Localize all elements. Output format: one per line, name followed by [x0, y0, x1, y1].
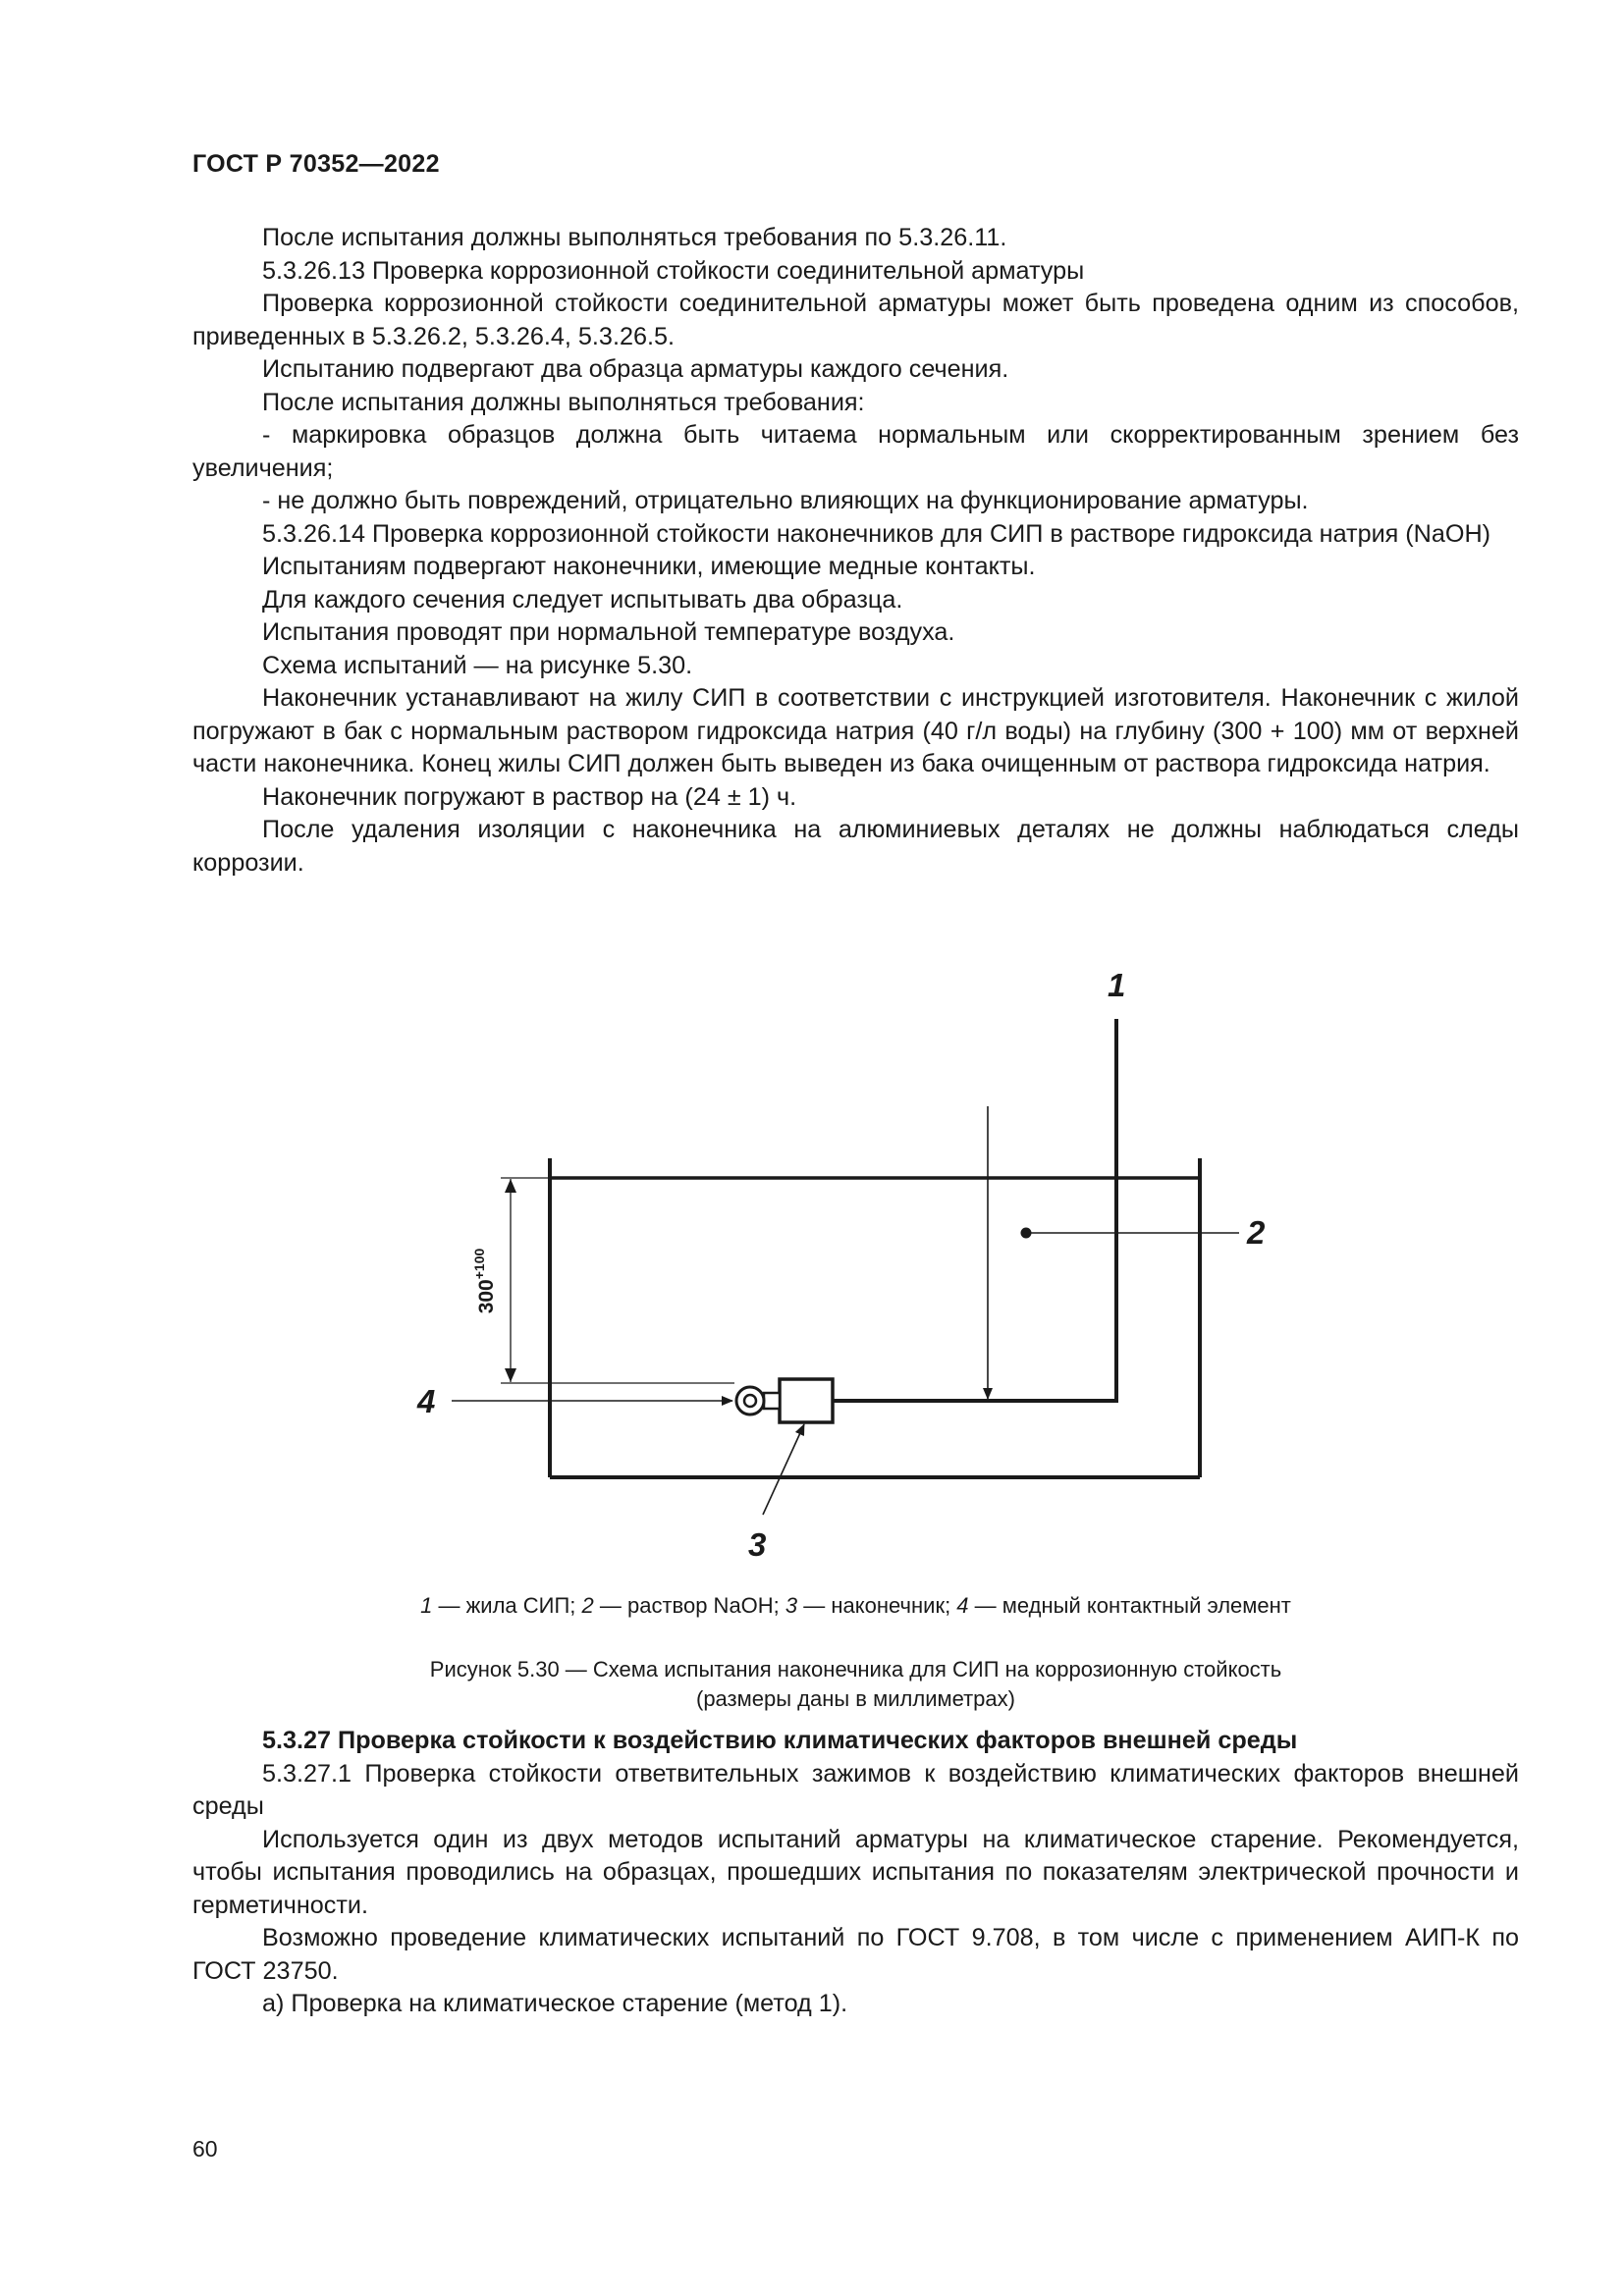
legend-text: — наконечник; — [797, 1593, 957, 1618]
paragraph: После испытания должны выполняться требования по 5.3.26.11. — [262, 224, 1007, 251]
sip-conductor — [833, 1019, 1116, 1401]
paragraph: 5.3.26.13 Проверка коррозионной стойкости соединительной арматуры — [262, 256, 1085, 285]
legend-num: 4 — [956, 1593, 969, 1618]
legend-text: — жила СИП; — [432, 1593, 582, 1618]
leader-line-3 — [763, 1424, 804, 1515]
label-1: 1 — [1108, 967, 1126, 1003]
lug-body — [780, 1379, 833, 1422]
paragraph: После испытания должны выполняться требования: — [262, 388, 865, 416]
page-number: 60 — [192, 2136, 218, 2162]
legend-text: — медный контактный элемент — [968, 1593, 1291, 1618]
paragraph: Испытаниям подвергают наконечники, имеющие медные контакты. — [262, 553, 1036, 580]
legend-num: 1 — [420, 1593, 433, 1618]
section-heading: 5.3.27 Проверка стойкости к воздействию климатических факторов внешней среды — [262, 1727, 1298, 1754]
paragraph: Проверка коррозионной стойкости соединительной арматуры может быть проведена одним из способов, приведенных в 5.3.26.2, 5.3.26.4, 5.3.26.5. — [192, 290, 1519, 350]
body-text-top — [192, 222, 1519, 880]
paragraph: Схема испытаний — на рисунке 5.30. — [262, 651, 693, 679]
legend-num: 3 — [785, 1593, 798, 1618]
paragraph: 5.3.26.14 Проверка коррозионной стойкости наконечников для СИП в растворе гидроксида натрия (NaOH) — [262, 519, 1491, 548]
paragraph: Для каждого сечения следует испытывать два образца. — [262, 585, 903, 614]
tank — [550, 1158, 1200, 1477]
test-scheme-diagram — [393, 967, 1276, 1575]
legend-num: 2 — [581, 1593, 594, 1618]
document-header: ГОСТ Р 70352—2022 — [192, 150, 440, 178]
paragraph: а) Проверка на климатическое старение (метод 1). — [262, 1990, 848, 2017]
paragraph: Испытания проводят при нормальной температуре воздуха. — [262, 618, 955, 646]
paragraph: Испытанию подвергают два образца арматуры каждого сечения. — [262, 355, 1009, 383]
figure-title: Рисунок 5.30 — Схема испытания наконечника для СИП на коррозионную стойкость — [429, 1657, 1282, 1682]
label-2: 2 — [1247, 1214, 1266, 1251]
lug-neck — [764, 1393, 780, 1409]
figure-caption — [192, 1655, 1519, 1714]
dimension-label: $300^{+100}$ — [471, 1248, 498, 1314]
paragraph: Возможно проведение климатических испытаний по ГОСТ 9.708, в том числе с применением АИП-К по ГОСТ 23750. — [192, 1924, 1519, 1985]
paragraph: Наконечник погружают в раствор на (24 ± 1) ч. — [262, 782, 797, 811]
copper-contact-hole — [744, 1395, 756, 1407]
label-4: 4 — [417, 1383, 436, 1419]
legend-text: — раствор NaOH; — [593, 1593, 785, 1618]
figure-subtitle: (размеры даны в миллиметрах) — [696, 1686, 1015, 1711]
dimension-line — [501, 1178, 734, 1383]
paragraph: После удаления изоляции с наконечника на алюминиевых деталях не должны наблюдаться следы коррозии. — [192, 816, 1519, 877]
paragraph: Наконечник устанавливают на жилу СИП в соответствии с инструкцией изготовителя. Наконечник с жилой погружают в бак с нормальным раствором гидроксида натрия (40 г/л воды) на глубину (300 + 100) мм от верхней части наконечника. Конец жилы СИП должен быть выведен из бака очищенным от раствора гидроксида натрия. — [192, 684, 1519, 777]
figure-legend — [192, 1591, 1519, 1621]
test-scheme-figure — [393, 967, 1276, 1575]
label-3: 3 — [748, 1526, 767, 1563]
paragraph: Используется один из двух методов испытаний арматуры на климатическое старение. Рекомендуется, чтобы испытания проводились на образцах, прошедших испытания по показателям электрической прочности и герметичности. — [192, 1825, 1519, 1919]
list-item: - маркировка образцов должна быть читаема нормальным или скорректированным зрением без увеличения; — [192, 421, 1519, 482]
list-item: - не должно быть повреждений, отрицательно влияющих на функционирование арматуры. — [262, 487, 1309, 514]
body-text-bottom — [192, 1725, 1519, 2021]
paragraph: 5.3.27.1 Проверка стойкости ответвительных зажимов к воздействию климатических факторов внешней среды — [192, 1759, 1519, 1820]
